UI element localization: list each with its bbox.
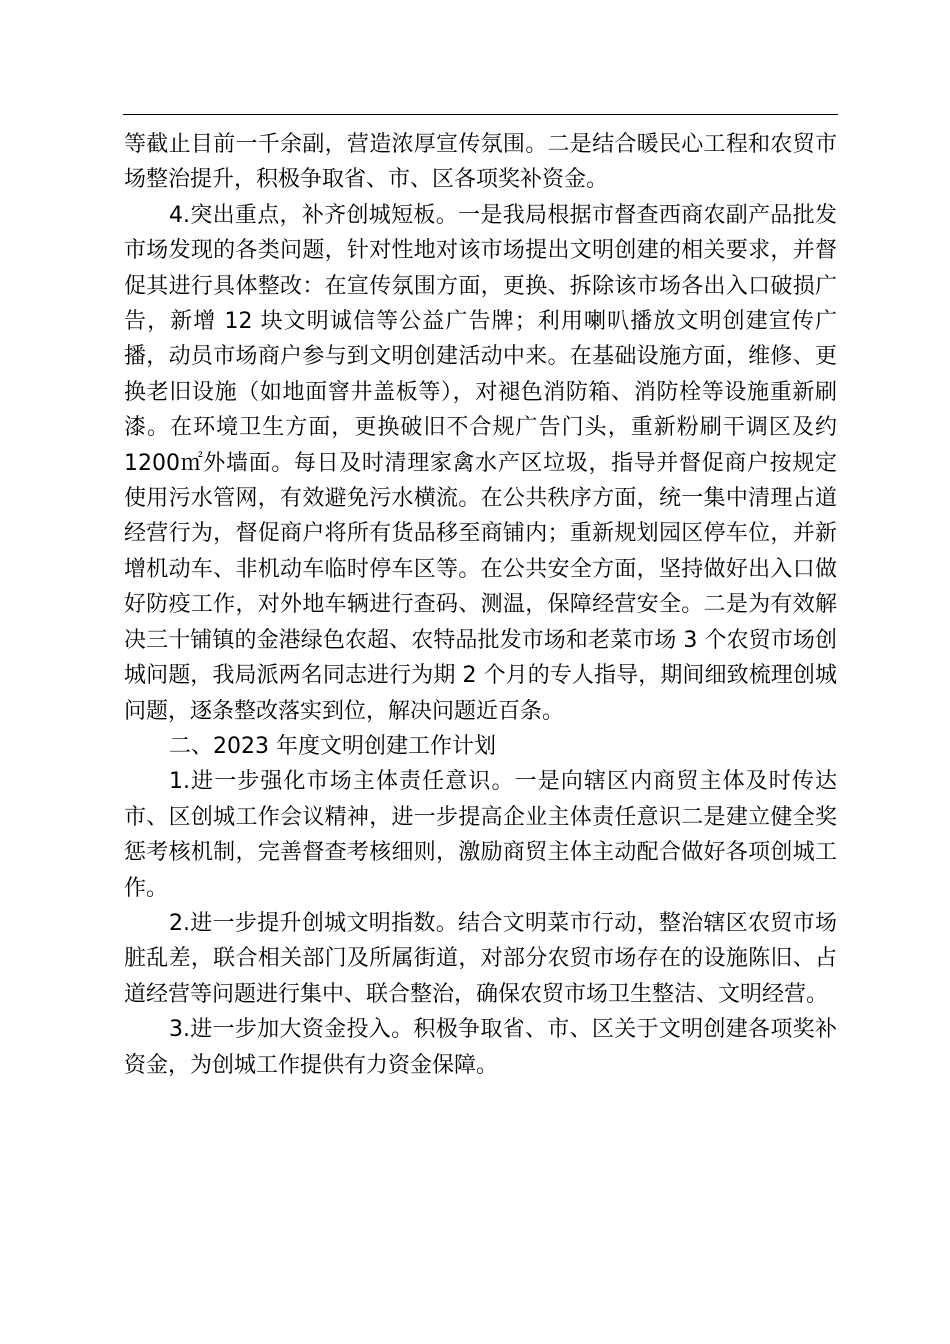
document-body xyxy=(124,127,837,1083)
paragraph-continuation: 等截止目前一千余副，营造浓厚宣传氛围。二是结合暖民心工程和农贸市场整治提升，积极争取省、市、区各项奖补资金。 xyxy=(124,132,837,193)
section-heading: 二、2023 年度文明创建工作计划 xyxy=(169,733,496,759)
header-rule xyxy=(123,114,838,115)
paragraph-item-4: 4.突出重点，补齐创城短板。一是我局根据市督查西商农副产品批发市场发现的各类问题，针对性地对该市场提出文明创建的相关要求，并督促其进行具体整改：在宣传氛围方面，更换、拆除该市场各出入口破损广告，新增 12 块文明诚信等公益广告牌；利用喇叭播放文明创建宣传广播，动员市场商户参与到文明创建活动中来。在基础设施方面，维修、更换老旧设施（如地面窨井盖板等），对褪色消防箱、消防栓等设施重新刷漆。在环境卫生方面，更换破旧不合规广告门头，重新粉刷干调区及约 1200㎡外墙面。每日及时清理家禽水产区垃圾，指导并督促商户按规定使用污水管网，有效避免污水横流。在公共秩序方面，统一集中清理占道经营行为，督促商户将所有货品移至商铺内；重新规划园区停车位，并新增机动车、非机动车临时停车区等。在公共安全方面，坚持做好出入口做好防疫工作，对外地车辆进行查码、测温，保障经营安全。二是为有效解决三十铺镇的金港绿色农超、农特品批发市场和老菜市场 3 个农贸市场创城问题，我局派两名同志进行为期 2 个月的专人指导，期间细致梳理创城问题，逐条整改落实到位，解决问题近百条。 xyxy=(124,202,837,724)
paragraph-plan-1: 1.进一步强化市场主体责任意识。一是向辖区内商贸主体及时传达市、区创城工作会议精神，进一步提高企业主体责任意识二是建立健全奖惩考核机制，完善督查考核细则，激励商贸主体主动配合做好各项创城工作。 xyxy=(124,769,837,901)
paragraph-plan-3: 3.进一步加大资金投入。积极争取省、市、区关于文明创建各项奖补资金，为创城工作提供有力资金保障。 xyxy=(124,1017,837,1078)
paragraph-plan-2: 2.进一步提升创城文明指数。结合文明菜市行动，整治辖区农贸市场脏乱差，联合相关部门及所属街道，对部分农贸市场存在的设施陈旧、占道经营等问题进行集中、联合整治，确保农贸市场卫生整洁、文明经营。 xyxy=(124,910,837,1007)
